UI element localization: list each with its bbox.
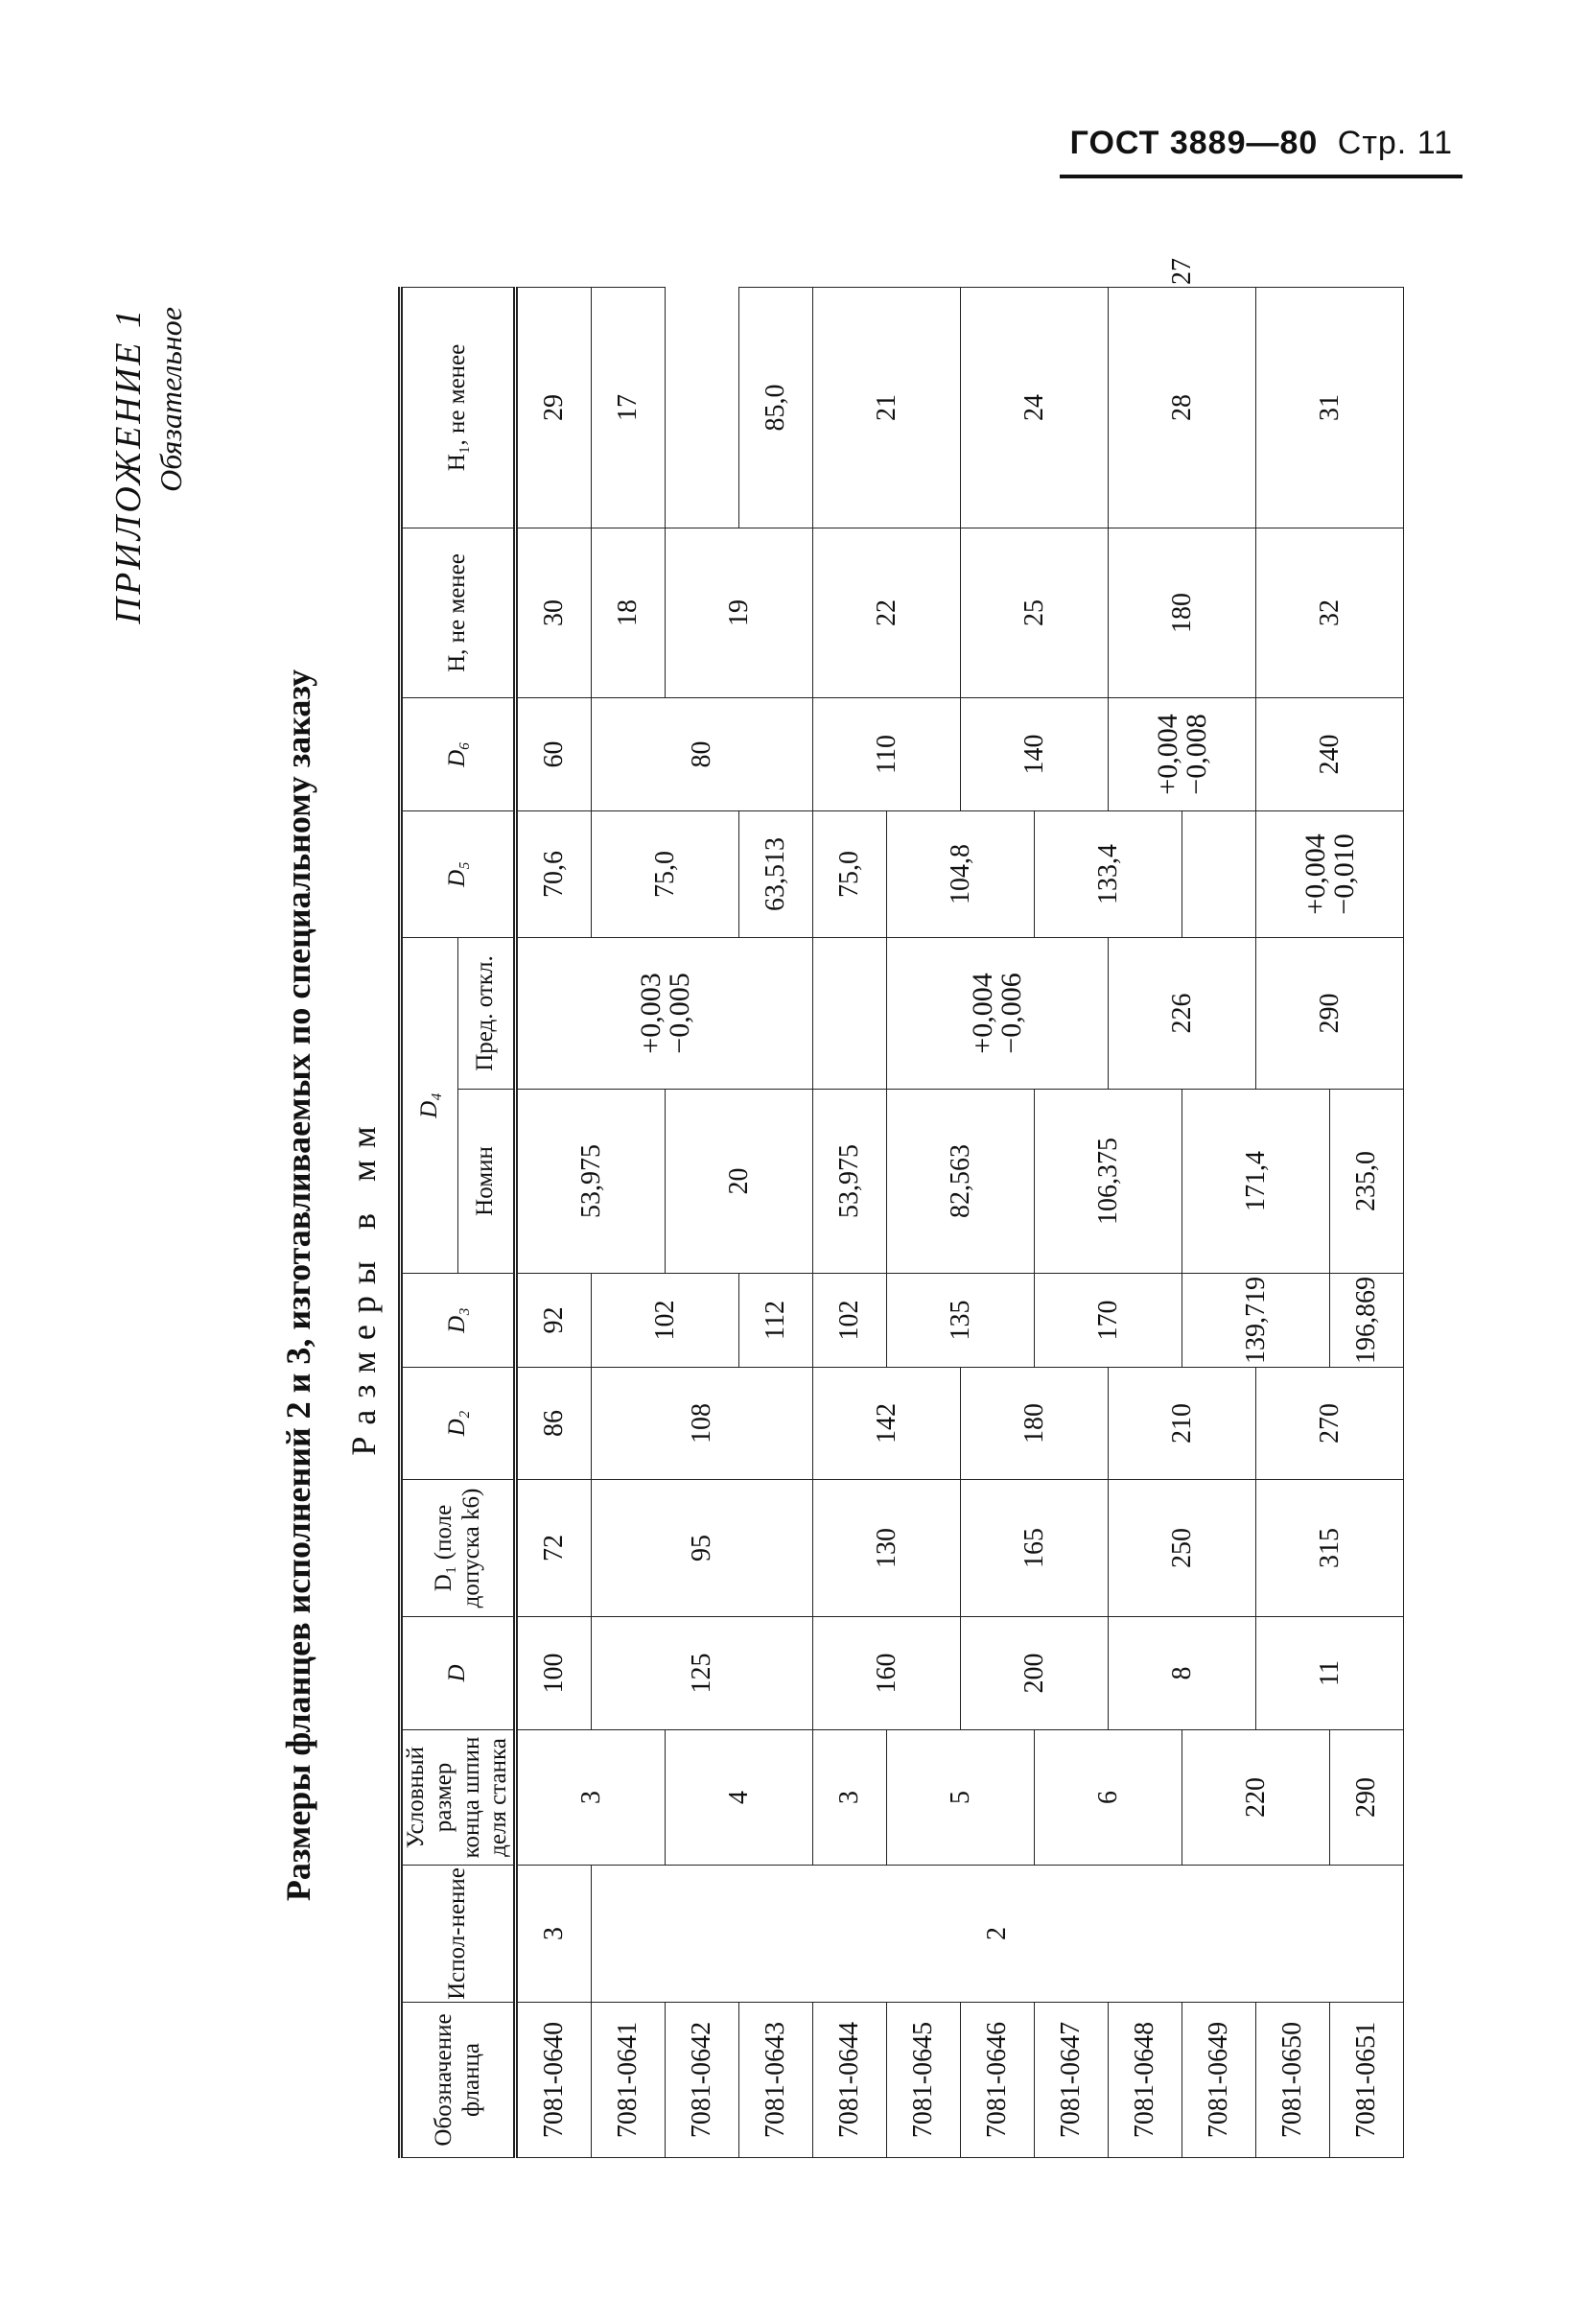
- D3-cell: 112: [739, 1274, 813, 1368]
- col-spindle-size: Условный размер конца шпин деля станка: [401, 1730, 516, 1866]
- rotated-page-content: [105, 240, 1381, 2206]
- variant-cell: 2: [592, 1866, 1404, 2003]
- H-cell: 30: [516, 528, 592, 698]
- D-cell: 250: [1109, 1480, 1256, 1617]
- D3-cell: 290: [1330, 1730, 1404, 1866]
- header-rule: [1060, 175, 1462, 178]
- D1-cell: 72: [516, 1480, 592, 1617]
- spindle-size-cell: 4: [666, 1730, 813, 1866]
- page-header: [1070, 125, 1453, 162]
- D5-cell: 104,8: [887, 811, 1035, 938]
- col-D2: D₂: [401, 1368, 516, 1480]
- D3-cell: 102: [592, 1274, 739, 1368]
- H-cell: 28: [1109, 288, 1256, 528]
- spindle-size-cell: 8: [1109, 1617, 1256, 1730]
- spindle-size-cell: 5: [887, 1730, 1035, 1866]
- designation-cell: 7081-0651: [1330, 2003, 1404, 2158]
- H1-cell: 17: [592, 288, 666, 528]
- designation-cell: 7081-0644: [813, 2003, 887, 2158]
- designation-cell: 7081-0645: [887, 2003, 961, 2158]
- D1-cell: 210: [1109, 1368, 1256, 1480]
- H-cell: 22: [813, 528, 961, 698]
- D2-cell: 142: [813, 1368, 961, 1480]
- D6-cell: 180: [1109, 528, 1256, 698]
- H-cell: 25: [961, 528, 1109, 698]
- designation-cell: 7081-0649: [1182, 2003, 1256, 2158]
- table-title: Размеры фланцев исполнений 2 и 3, изготавливаемых по специальному заказу: [279, 669, 317, 1902]
- D4-nominal-cell: 106,375: [1035, 1090, 1182, 1274]
- D3-cell: 135: [887, 1274, 1035, 1368]
- designation-cell: 7081-0642: [666, 2003, 739, 2158]
- designation-cell: 7081-0641: [592, 2003, 666, 2158]
- table-row: [516, 288, 592, 2158]
- D5-cell: 235,0: [1330, 1090, 1404, 1274]
- flange-dimensions-table: [398, 258, 1404, 2158]
- D5-cell: 85,0: [739, 288, 813, 528]
- D2-cell: 86: [516, 1368, 592, 1480]
- col-D5: D₅: [401, 811, 516, 938]
- D5-cell: 75,0: [813, 811, 887, 938]
- designation-cell: 7081-0647: [1035, 2003, 1109, 2158]
- H1-cell: 24: [961, 288, 1109, 528]
- H1-cell: 19: [666, 528, 813, 698]
- spindle-size-cell: 3: [813, 1730, 887, 1866]
- spindle-size-cell: 3: [516, 1730, 666, 1866]
- D6-cell: 60: [516, 698, 592, 811]
- D-cell: 160: [813, 1617, 961, 1730]
- D3-cell: 170: [1035, 1274, 1182, 1368]
- D2-cell: 226: [1109, 938, 1256, 1090]
- D2-cell: 290: [1256, 938, 1404, 1090]
- col-variant: Испол-нение: [401, 1866, 516, 2003]
- units-caption: Размеры в мм: [344, 1115, 383, 1456]
- col-D6: D₆: [401, 698, 516, 811]
- D3-cell: 92: [516, 1274, 592, 1368]
- designation-cell: 7081-0650: [1256, 2003, 1330, 2158]
- col-D3: D₃: [401, 1274, 516, 1368]
- H-cell: 18: [592, 528, 666, 698]
- D5-cell: 75,0: [592, 811, 739, 938]
- designation-cell: 7081-0640: [516, 2003, 592, 2158]
- appendix-title: ПРИЛОЖЕНИЕ 1: [108, 307, 149, 624]
- spindle-size-cell: 11: [1256, 1617, 1404, 1730]
- D5-cell: 70,6: [516, 811, 592, 938]
- col-designation: Обозначение фланца: [401, 2003, 516, 2158]
- D-cell: 200: [961, 1617, 1109, 1730]
- H1-cell: 29: [516, 288, 592, 528]
- H-cell: 20: [666, 1090, 813, 1274]
- D4-nominal-cell: 53,975: [516, 1090, 666, 1274]
- D1-cell: 130: [813, 1480, 961, 1617]
- designation-cell: 7081-0648: [1109, 2003, 1182, 2158]
- D4-nominal-cell: 82,563: [887, 1090, 1035, 1274]
- H1-cell: 21: [813, 288, 961, 528]
- D3-cell: 220: [1182, 1730, 1330, 1866]
- D6-cell: 240: [1256, 698, 1404, 811]
- table-row: 7081-0648 8 250 210 226 +0,004 −0,008 180 28 27: [1109, 288, 1182, 2158]
- D4-tolerance-cell: +0,004 −0,008: [1109, 698, 1256, 811]
- designation-cell: 7081-0643: [739, 2003, 813, 2158]
- page-number: Стр. 11: [1337, 125, 1453, 161]
- D4-nominal-cell: 63,513: [739, 811, 813, 938]
- D4-tolerance-cell: +0,004 −0,010: [1256, 811, 1404, 938]
- D6-cell: 80: [592, 698, 813, 811]
- D5-cell: 133,4: [1035, 811, 1182, 938]
- D3-cell: 102: [813, 1274, 887, 1368]
- D4-tolerance-cell: +0,004 −0,006: [887, 938, 1109, 1090]
- col-D1: D₁ (поле допуска k6): [401, 1480, 516, 1617]
- D1-cell: 95: [592, 1480, 813, 1617]
- appendix-note: Обязательное: [153, 307, 188, 492]
- col-H: H, не менее: [401, 528, 516, 698]
- col-D: D: [401, 1617, 516, 1730]
- variant-cell: 3: [516, 1866, 592, 2003]
- D1-cell: 165: [961, 1480, 1109, 1617]
- col-H1: H₁, не менее: [401, 288, 516, 528]
- D4-nominal-cell: 139,719: [1182, 1274, 1330, 1368]
- standard-number: ГОСТ 3889—80: [1069, 125, 1319, 161]
- D-cell: 125: [592, 1617, 813, 1730]
- D5-cell: 171,4: [1182, 1090, 1330, 1274]
- D4-tolerance-cell: +0,003 −0,005: [516, 938, 813, 1090]
- col-D4-nominal: Номин: [458, 1090, 516, 1274]
- spindle-size-cell: 6: [1035, 1730, 1182, 1866]
- D2-cell: 180: [961, 1368, 1109, 1480]
- D-cell: 315: [1256, 1480, 1404, 1617]
- D4-nominal-cell: 53,975: [813, 1090, 887, 1274]
- H1-cell: 31: [1256, 288, 1404, 528]
- H-cell: 32: [1256, 528, 1404, 698]
- designation-cell: 7081-0646: [961, 2003, 1035, 2158]
- col-D4-tolerance: Пред. откл.: [458, 938, 516, 1090]
- D6-cell: 110: [813, 698, 961, 811]
- D6-cell: 140: [961, 698, 1109, 811]
- D4-nominal-cell: 196,869: [1330, 1274, 1404, 1368]
- D2-cell: 108: [592, 1368, 813, 1480]
- D4-tolerance-cell: [813, 938, 887, 1090]
- col-D4: D₄: [401, 938, 458, 1274]
- D-cell: 100: [516, 1617, 592, 1730]
- D1-cell: 270: [1256, 1368, 1404, 1480]
